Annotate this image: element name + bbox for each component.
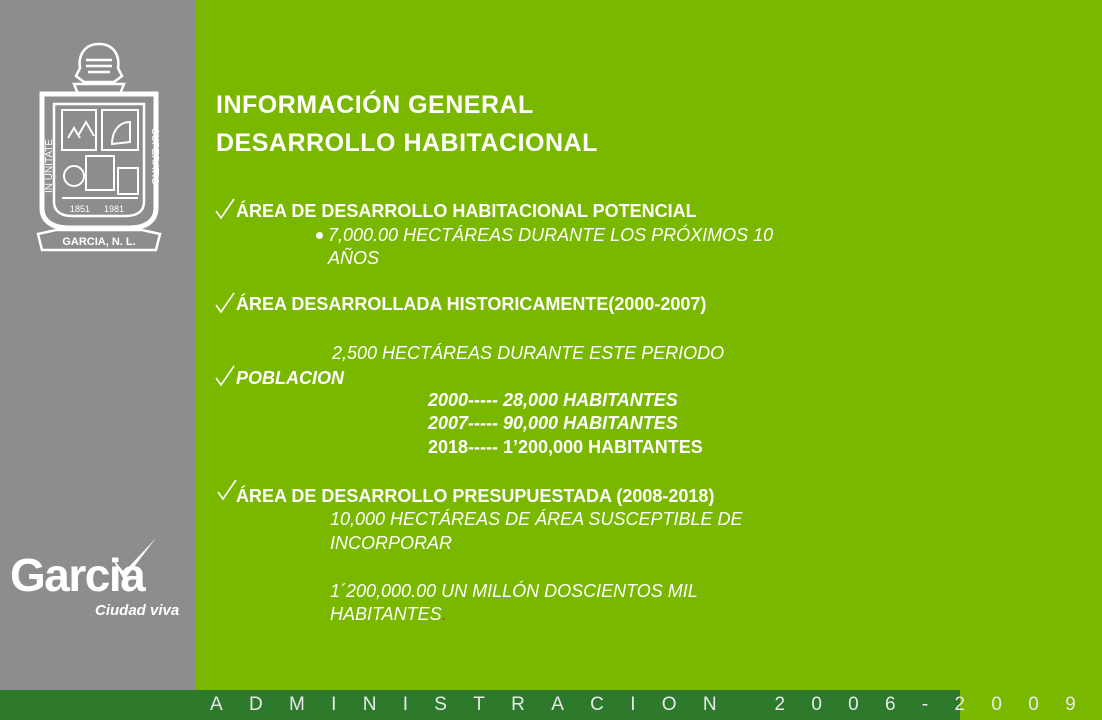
section-budgeted-detail-line1: 10,000 HECTÁREAS DE ÁREA SUSCEPTIBLE DE — [330, 509, 743, 529]
population-row-2018: 2018----- 1’200,000 HABITANTES — [428, 437, 703, 457]
population-row-2007: 2007----- 90,000 HABITANTES — [428, 413, 678, 433]
page-title-line2: DESARROLLO HABITACIONAL — [216, 129, 598, 157]
section-budgeted-title: ÁREA DE DESARROLLO PRESUPUESTADA (2008-2018) — [236, 486, 715, 506]
section-budgeted-detail-line3: 1´200,000.00 UN MILLÓN DOSCIENTOS MIL — [330, 581, 698, 601]
section-potential-detail-line2: AÑOS — [328, 248, 380, 268]
habitantes-text: HABITANTES — [330, 604, 442, 624]
section-budgeted-detail-line2: INCORPORAR — [330, 533, 453, 553]
crest-motto-right: SUPERATIO — [149, 128, 160, 186]
crest-motto-left: IN UNITATE — [44, 138, 55, 193]
section-population-title: POBLACION — [236, 368, 344, 388]
population-row-2000: 2000----- 28,000 HABITANTES — [428, 390, 678, 410]
crest-year-left: 1851 — [70, 204, 91, 214]
section-budgeted-detail-line4 — [330, 604, 447, 625]
checkmark-icon — [216, 478, 238, 502]
coat-of-arms-icon — [34, 38, 164, 263]
bullet-icon — [316, 232, 323, 239]
accent-dot: . — [441, 604, 447, 624]
garcia-logo — [10, 540, 190, 630]
footer-text: ADMINISTRACION 2006-2009 — [210, 694, 1102, 715]
section-potential-title: ÁREA DE DESARROLLO HABITACIONAL POTENCIAL — [236, 201, 697, 221]
checkmark-icon — [214, 364, 236, 388]
section-potential-detail-line1: 7,000.00 HECTÁREAS DURANTE LOS PRÓXIMOS 10 — [328, 225, 774, 245]
section-historic-title: ÁREA DESARROLLADA HISTORICAMENTE(2000-2007) — [236, 294, 707, 314]
checkmark-icon — [214, 197, 236, 221]
logo-tagline: Ciudad viva — [95, 602, 180, 619]
section-historic-detail: 2,500 HECTÁREAS DURANTE ESTE PERIODO — [332, 343, 725, 363]
crest-banner: GARCIA, N. L. — [62, 236, 136, 248]
page-title-line1: INFORMACIÓN GENERAL — [216, 91, 534, 119]
footer-bar — [0, 690, 1102, 720]
logo-name: Garcia — [10, 549, 145, 601]
helmet-icon — [74, 44, 124, 94]
crest-year-right: 1981 — [104, 204, 125, 214]
checkmark-icon — [214, 291, 236, 315]
sidebar — [0, 0, 196, 690]
